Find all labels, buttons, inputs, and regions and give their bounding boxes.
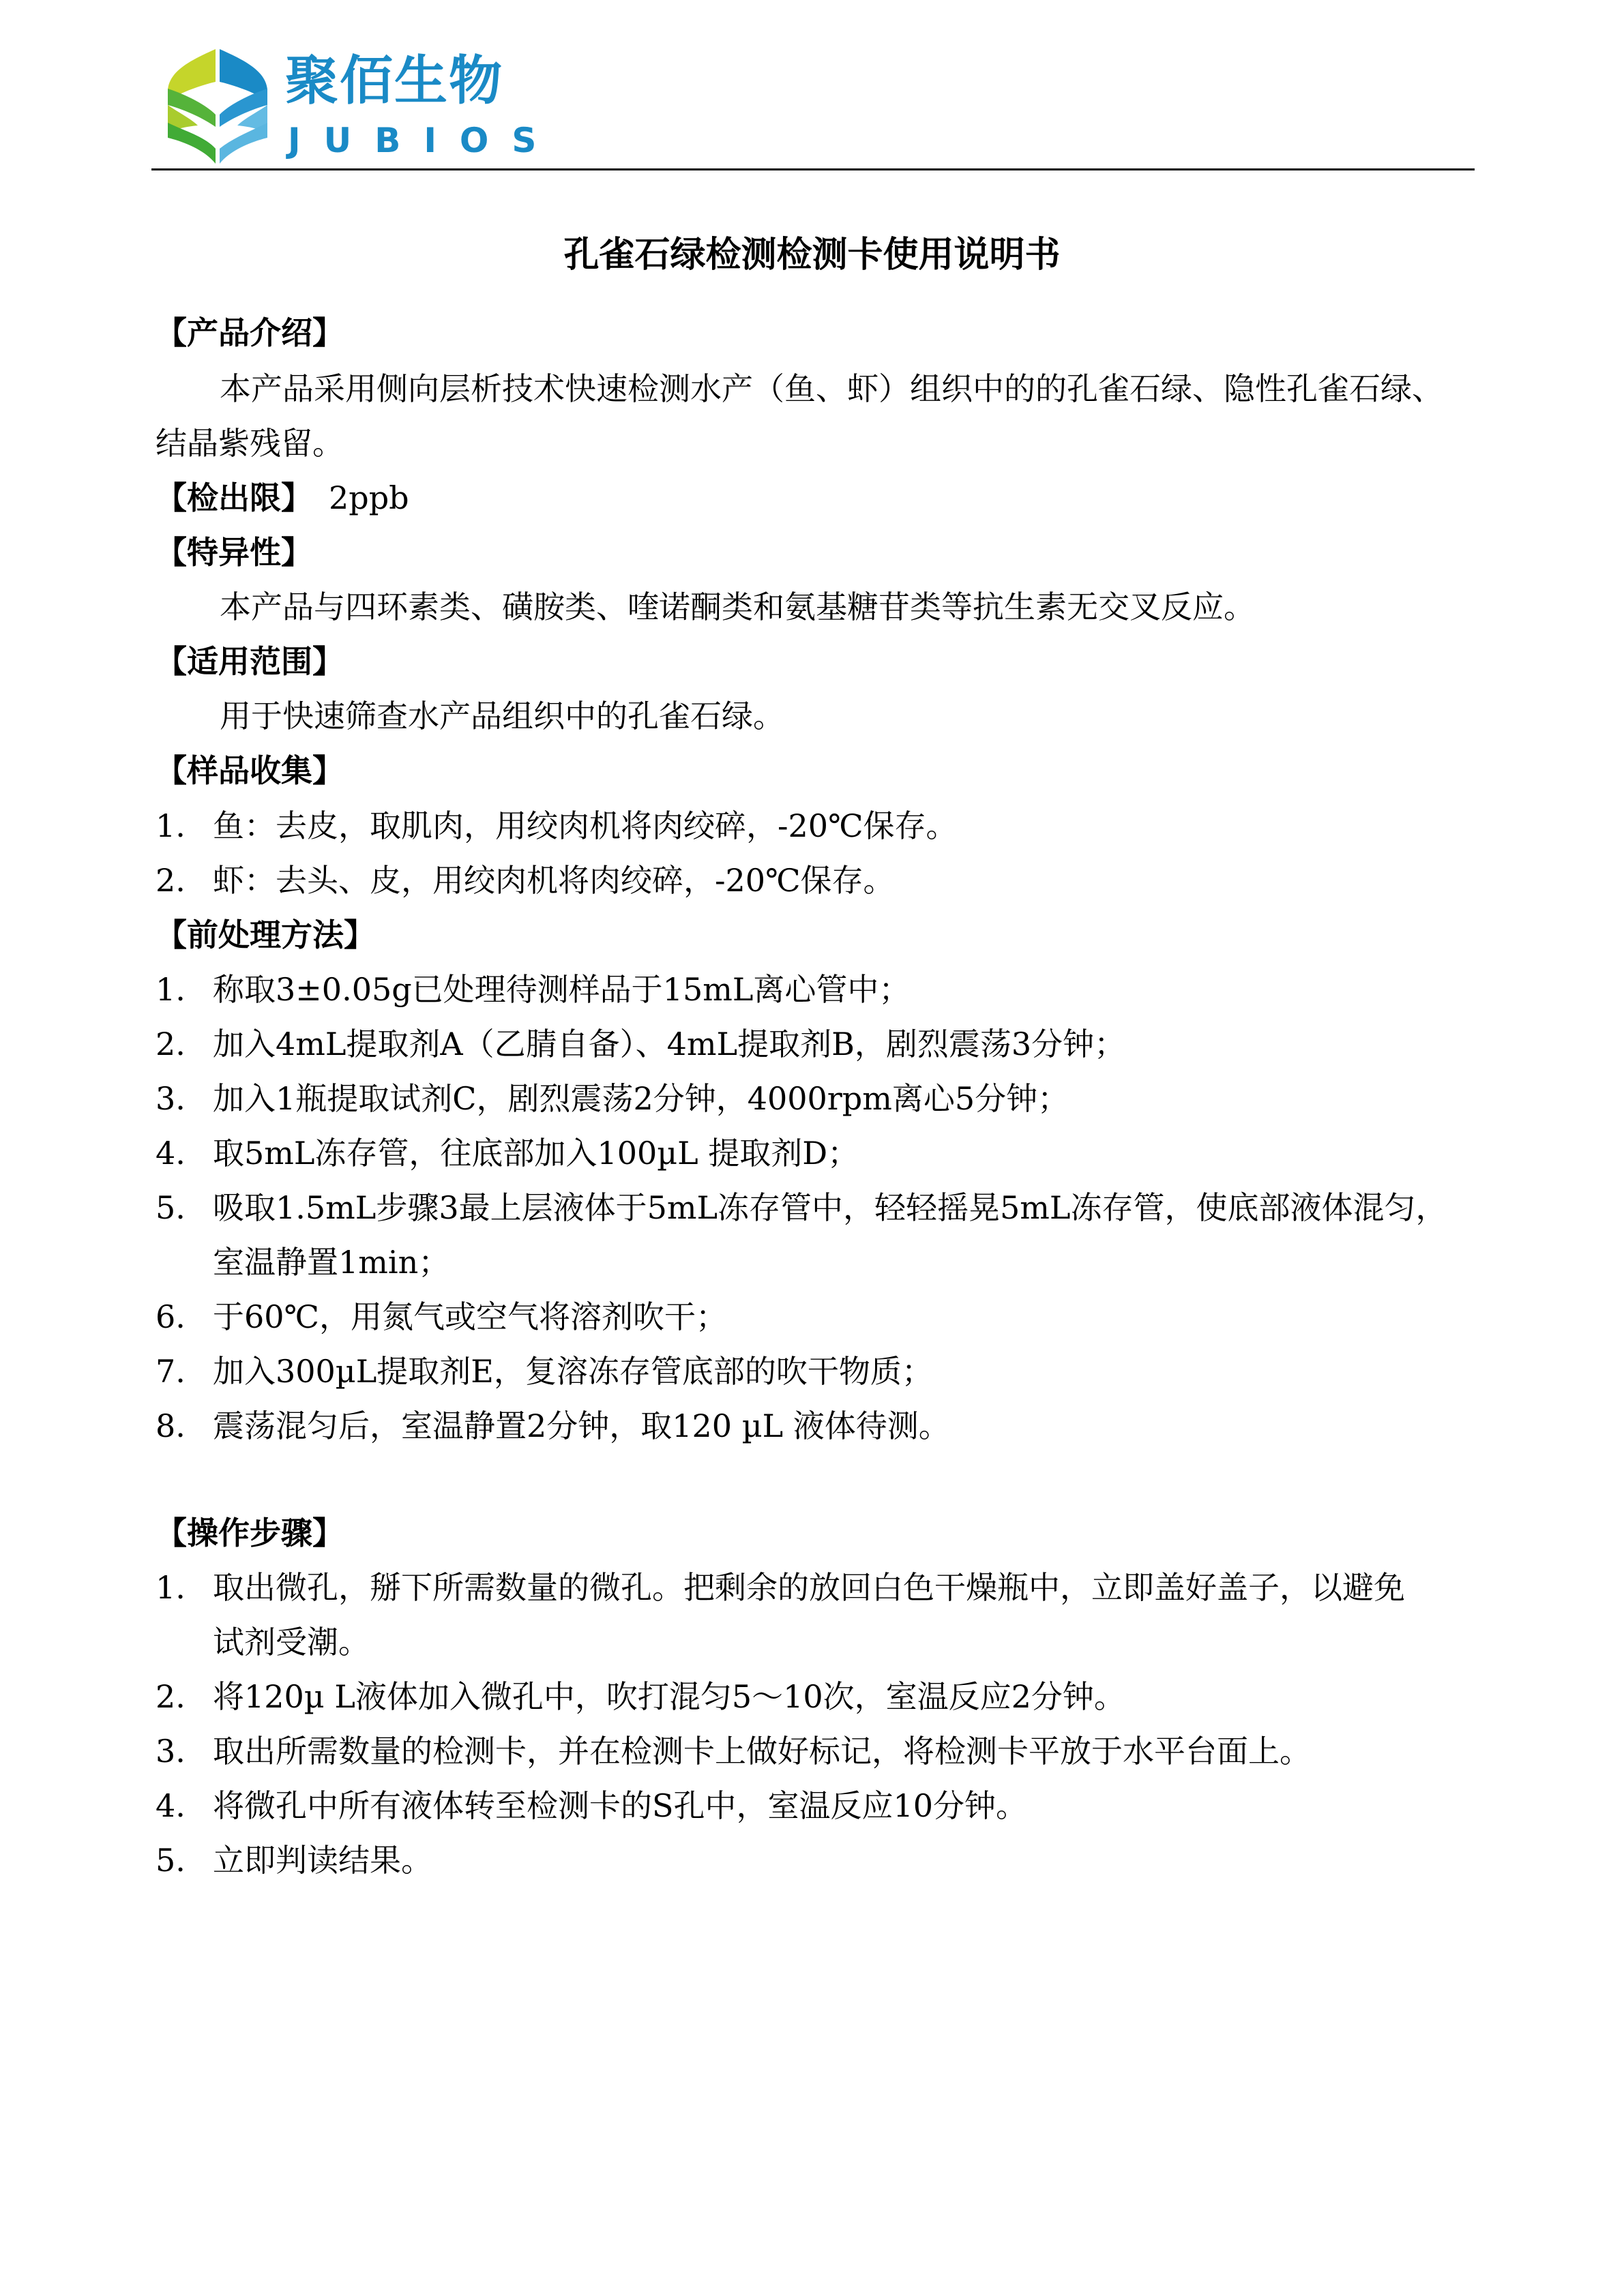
company-logo: [164, 46, 560, 166]
pretreatment-item-text-continued: 室温静置1min；: [213, 1244, 450, 1281]
pretreatment-item-number: 2.: [156, 1026, 186, 1062]
sample-item-text: 鱼：去皮，取肌肉，用绞肉机将肉绞碎，-20℃保存。: [213, 807, 958, 844]
logo-english-name: JUBIOS: [288, 121, 560, 160]
jubios-helix-logo-icon: [164, 46, 271, 166]
pretreatment-item-text: 加入300µL提取剂E，复溶冻存管底部的吹干物质；: [213, 1353, 933, 1390]
section-heading-scope: 【适用范围】: [156, 643, 344, 680]
pretreatment-item-number: 7.: [156, 1353, 186, 1390]
sample-item-text: 虾：去头、皮，用绞肉机将肉绞碎，-20℃保存。: [213, 862, 895, 899]
procedure-item-text: 将微孔中所有液体转至检测卡的S孔中，室温反应10分钟。: [213, 1787, 1028, 1824]
pretreatment-item-number: 8.: [156, 1407, 186, 1444]
logo-chinese-name: 聚佰生物: [285, 50, 504, 112]
procedure-item-number: 2.: [156, 1678, 186, 1715]
specificity-text: 本产品与四环素类、磺胺类、喹诺酮类和氨基糖苷类等抗生素无交叉反应。: [220, 588, 1255, 625]
document-title: 孔雀石绿检测检测卡使用说明书: [563, 235, 1061, 275]
pretreatment-item-number: 4.: [156, 1135, 186, 1172]
header-divider: [151, 168, 1475, 170]
section-heading-lod: [156, 477, 409, 518]
procedure-item-text: 取出微孔，掰下所需数量的微孔。把剩余的放回白色干燥瓶中，立即盖好盖子，以避免: [213, 1569, 1405, 1606]
pretreatment-item-text: 吸取1.5mL步骤3最上层液体于5mL冻存管中，轻轻摇晃5mL冻存管，使底部液体混匀，: [213, 1189, 1447, 1226]
procedure-item-number: 5.: [156, 1842, 186, 1879]
section-heading-pretreatment: 【前处理方法】: [156, 916, 375, 953]
section-heading-intro: 【产品介绍】: [156, 314, 344, 351]
intro-text-line-1: 本产品采用侧向层析技术快速检测水产（鱼、虾）组织中的的孔雀石绿、隐性孔雀石绿、: [220, 370, 1443, 407]
section-heading-sample: 【样品收集】: [156, 752, 344, 789]
pretreatment-item-text: 加入4mL提取剂A（乙腈自备）、4mL提取剂B，剧烈震荡3分钟；: [213, 1026, 1126, 1062]
section-heading-specificity: 【特异性】: [156, 534, 312, 571]
pretreatment-item-text: 震荡混匀后，室温静置2分钟，取120 µL 液体待测。: [213, 1407, 950, 1444]
procedure-item-text: 立即判读结果。: [213, 1842, 432, 1879]
procedure-item-text: 取出所需数量的检测卡，并在检测卡上做好标记，将检测卡平放于水平台面上。: [213, 1733, 1311, 1770]
sample-item-number: 1.: [156, 807, 186, 844]
procedure-item-number: 4.: [156, 1787, 186, 1824]
pretreatment-item-number: 1.: [156, 971, 186, 1008]
lod-heading-label: 【检出限】: [156, 479, 312, 516]
procedure-item-number: 1.: [156, 1569, 186, 1606]
procedure-item-number: 3.: [156, 1733, 186, 1770]
intro-text-line-2: 结晶紫残留。: [156, 425, 344, 462]
scope-text: 用于快速筛查水产品组织中的孔雀石绿。: [220, 698, 784, 734]
pretreatment-item-number: 5.: [156, 1189, 186, 1226]
pretreatment-item-text: 于60℃，用氮气或空气将溶剂吹干；: [213, 1298, 727, 1335]
procedure-item-text: 将120µ L液体加入微孔中，吹打混匀5～10次，室温反应2分钟。: [213, 1678, 1125, 1715]
pretreatment-item-number: 3.: [156, 1080, 186, 1117]
pretreatment-item-text: 称取3±0.05g已处理待测样品于15mL离心管中；: [213, 971, 911, 1008]
pretreatment-item-number: 6.: [156, 1298, 186, 1335]
pretreatment-item-text: 取5mL冻存管，往底部加入100µL 提取剂D；: [213, 1135, 859, 1172]
section-heading-procedure: 【操作步骤】: [156, 1515, 344, 1551]
sample-item-number: 2.: [156, 862, 186, 899]
pretreatment-item-text: 加入1瓶提取试剂C，剧烈震荡2分钟，4000rpm离心5分钟；: [213, 1080, 1069, 1117]
lod-value: 2ppb: [329, 479, 409, 516]
procedure-item-text-continued: 试剂受潮。: [213, 1624, 370, 1660]
